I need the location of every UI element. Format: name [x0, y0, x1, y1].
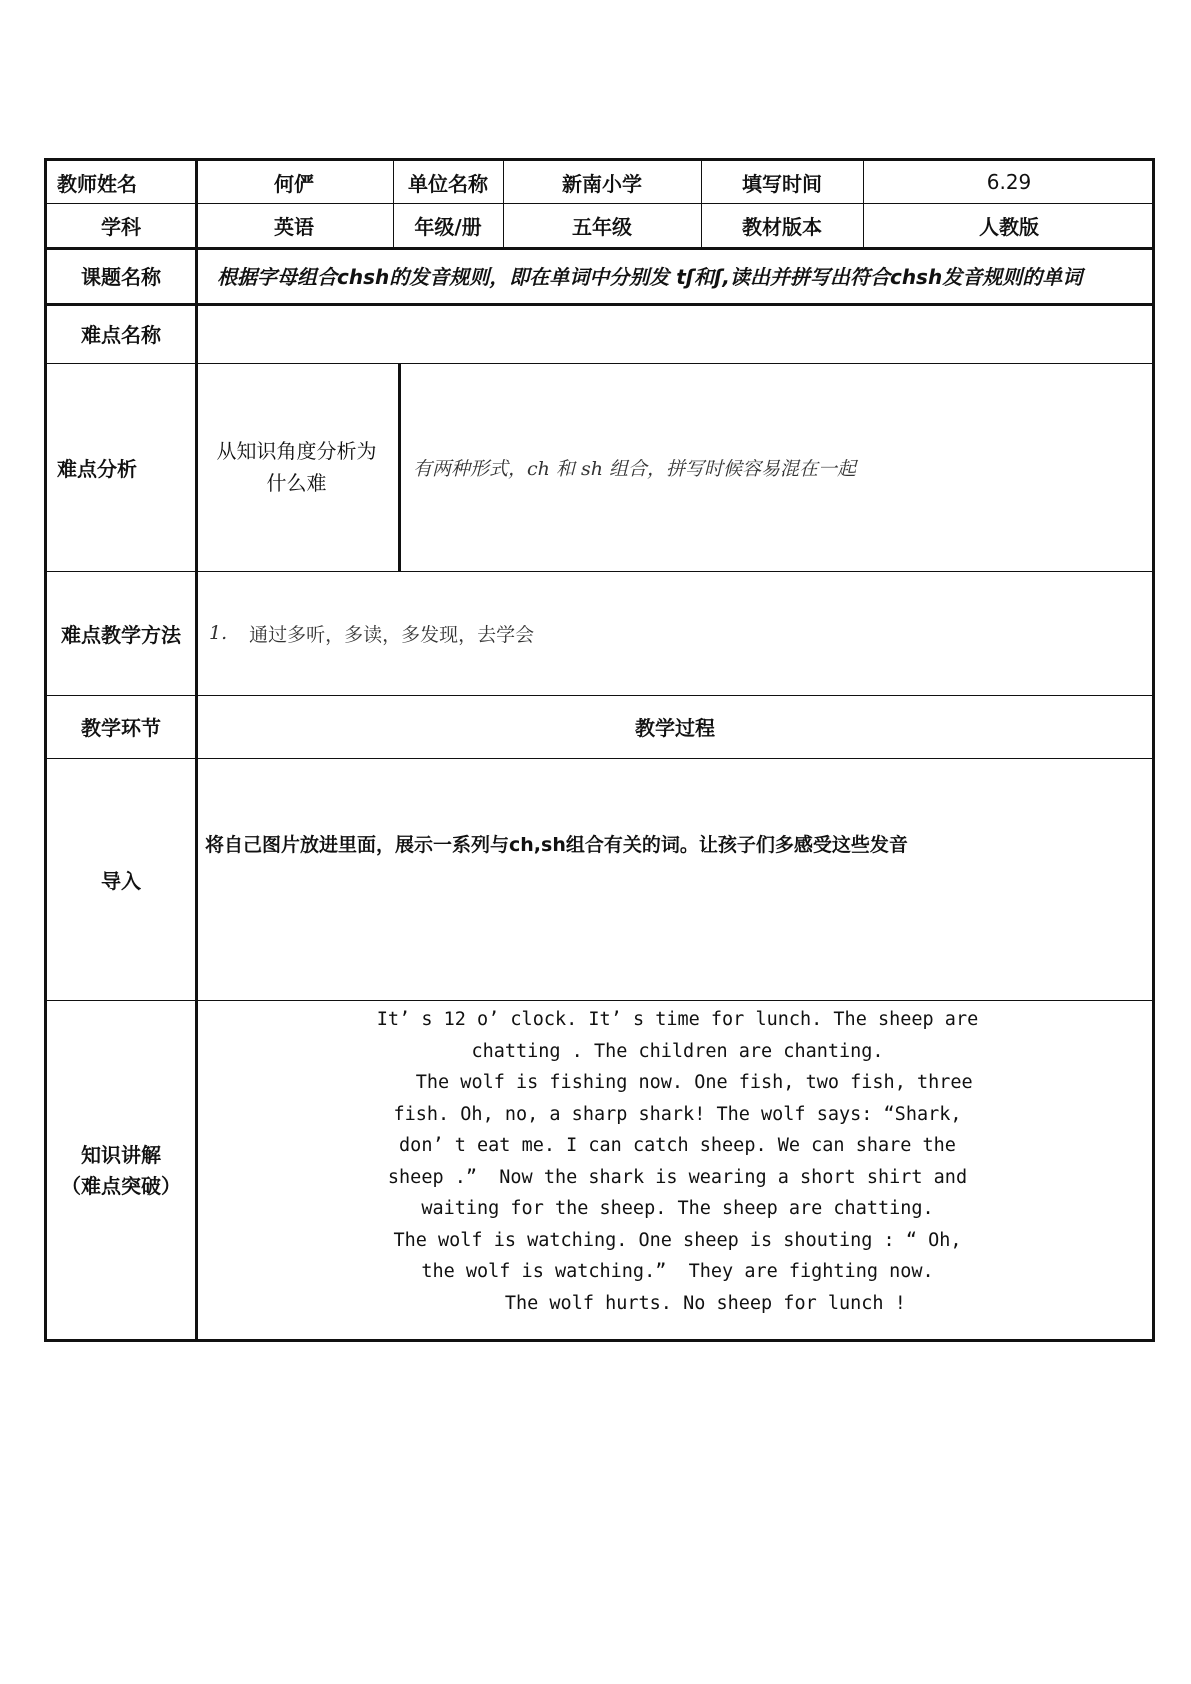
lesson-plan-table [44, 158, 1155, 1342]
topic-label: 课题名称 [81, 264, 161, 289]
method-item [195, 571, 1155, 695]
knowledge-label-line2: （难点突破） [61, 1174, 181, 1198]
analysis-sub-label: 从知识角度分析为什么难 [216, 439, 377, 495]
teacher-label: 教师姓名 [57, 171, 137, 196]
story-line: fish. Oh, no, a sharp shark! The wolf says: “Shark, [393, 1103, 962, 1125]
analysis-value: 有两种形式，ch 和 sh 组合，拼写时候容易混在一起 [413, 457, 856, 480]
story-line: the wolf is watching.” They are fighting now. [421, 1261, 934, 1282]
unit-label: 单位名称 [408, 171, 488, 196]
subject-label: 学科 [101, 214, 141, 239]
story-line: The wolf hurts. No sheep for lunch ! [449, 1292, 906, 1314]
edition-value: 人教版 [979, 214, 1039, 239]
unit-name: 新南小学 [562, 171, 642, 196]
process-header-value: 教学过程 [635, 716, 715, 740]
story-line: sheep .” Now the shark is wearing a short shirt and [387, 1166, 968, 1188]
difficulty-value [195, 303, 1155, 363]
story-line: waiting for the sheep. The sheep are chatting. [421, 1198, 934, 1219]
story-line: chatting . The children are chanting. [471, 1040, 884, 1062]
method-value: 通过多听，多读，多发现，去学会 [249, 623, 535, 646]
grade-label: 年级/册 [414, 214, 482, 239]
date-value: 6.29 [986, 170, 1032, 194]
intro-label: 导入 [101, 868, 141, 893]
method-number: 1. [209, 622, 228, 644]
method-label: 难点教学方法 [61, 622, 181, 647]
difficulty-label: 难点名称 [81, 322, 161, 347]
grade-value: 五年级 [572, 214, 632, 239]
knowledge-label-line1: 知识讲解 [81, 1143, 161, 1167]
knowledge-story [197, 1000, 1158, 1319]
date-label: 填写时间 [742, 171, 822, 196]
story-line: It’ s 12 o’ clock. It’ s time for lunch. The sheep are [376, 1009, 979, 1030]
story-line: don’ t eat me. I can catch sheep. We can share the [399, 1135, 956, 1156]
intro-value: 将自己图片放进里面，展示一系列与ch,sh组合有关的词。让孩子们多感受这些发音 [205, 834, 908, 856]
analysis-label: 难点分析 [57, 456, 137, 481]
subject-value: 英语 [274, 214, 314, 239]
process-stage-label: 教学环节 [81, 716, 161, 740]
edition-label: 教材版本 [742, 214, 822, 239]
story-line: The wolf is watching. One sheep is shouting : “ Oh, [393, 1229, 962, 1251]
teacher-name: 何俨 [274, 171, 314, 196]
topic-value: 根据字母组合chsh的发音规则，即在单词中分别发 tʃ和ʃ,读出并拼写出符合chsh发音规则的单词 [217, 264, 1083, 289]
knowledge-label [47, 1000, 195, 1342]
story-line: The wolf is fishing now. One fish, two fish, three [382, 1072, 973, 1093]
